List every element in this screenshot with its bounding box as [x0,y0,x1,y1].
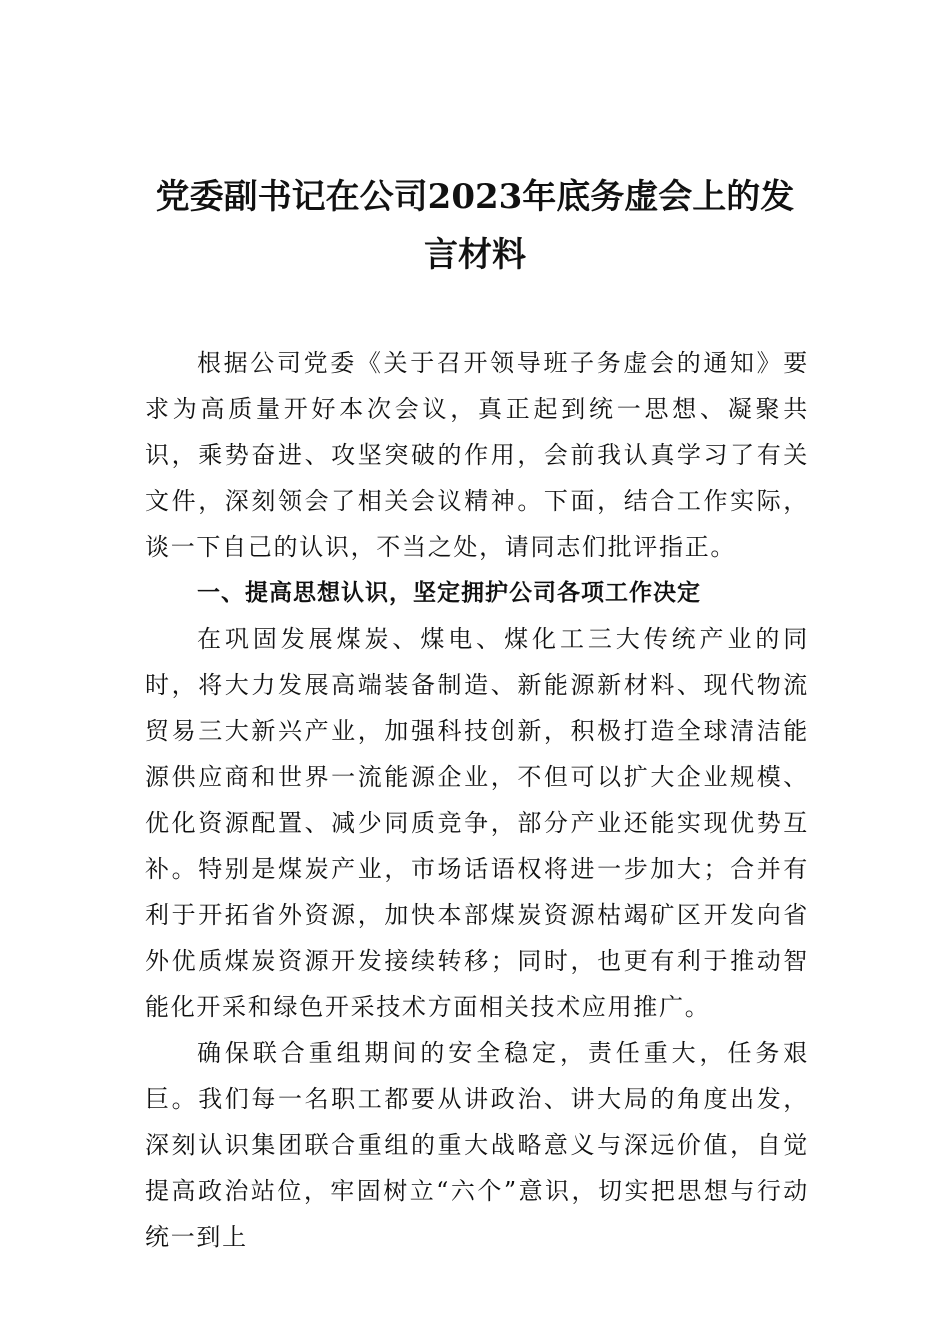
document-title: 党委副书记在公司2023年底务虚会上的发言材料 [155,177,795,275]
document-body [145,340,809,1260]
intro-paragraph: 根据公司党委《关于召开领导班子务虚会的通知》要求为高质量开好本次会议，真正起到统一思想、凝聚共识，乘势奋进、攻坚突破的作用，会前我认真学习了有关文件，深刻领会了相关会议精神。下面，结合工作实际，谈一下自己的认识，不当之处，请同志们批评指正。 [145,349,809,561]
section-heading: 一、提高思想认识，坚定拥护公司各项工作决定 [197,580,701,606]
body-paragraph: 在巩固发展煤炭、煤电、煤化工三大传统产业的同时，将大力发展高端装备制造、新能源新材料、现代物流贸易三大新兴产业，加强科技创新，积极打造全球清洁能源供应商和世界一流能源企业，不但可以扩大企业规模、优化资源配置、减少同质竞争，部分产业还能实现优势互补。特别是煤炭产业，市场话语权将进一步加大；合并有利于开拓省外资源，加快本部煤炭资源枯竭矿区开发向省外优质煤炭资源开发接续转移；同时，也更有利于推动智能化开采和绿色开采技术方面相关技术应用推广。 [145,625,809,1021]
body-paragraph: 确保联合重组期间的安全稳定，责任重大，任务艰巨。我们每一名职工都要从讲政治、讲大局的角度出发，深刻认识集团联合重组的重大战略意义与深远价值，自觉提高政治站位，牢固树立“六个”意识，切实把思想与行动统一到上 [145,1039,809,1251]
